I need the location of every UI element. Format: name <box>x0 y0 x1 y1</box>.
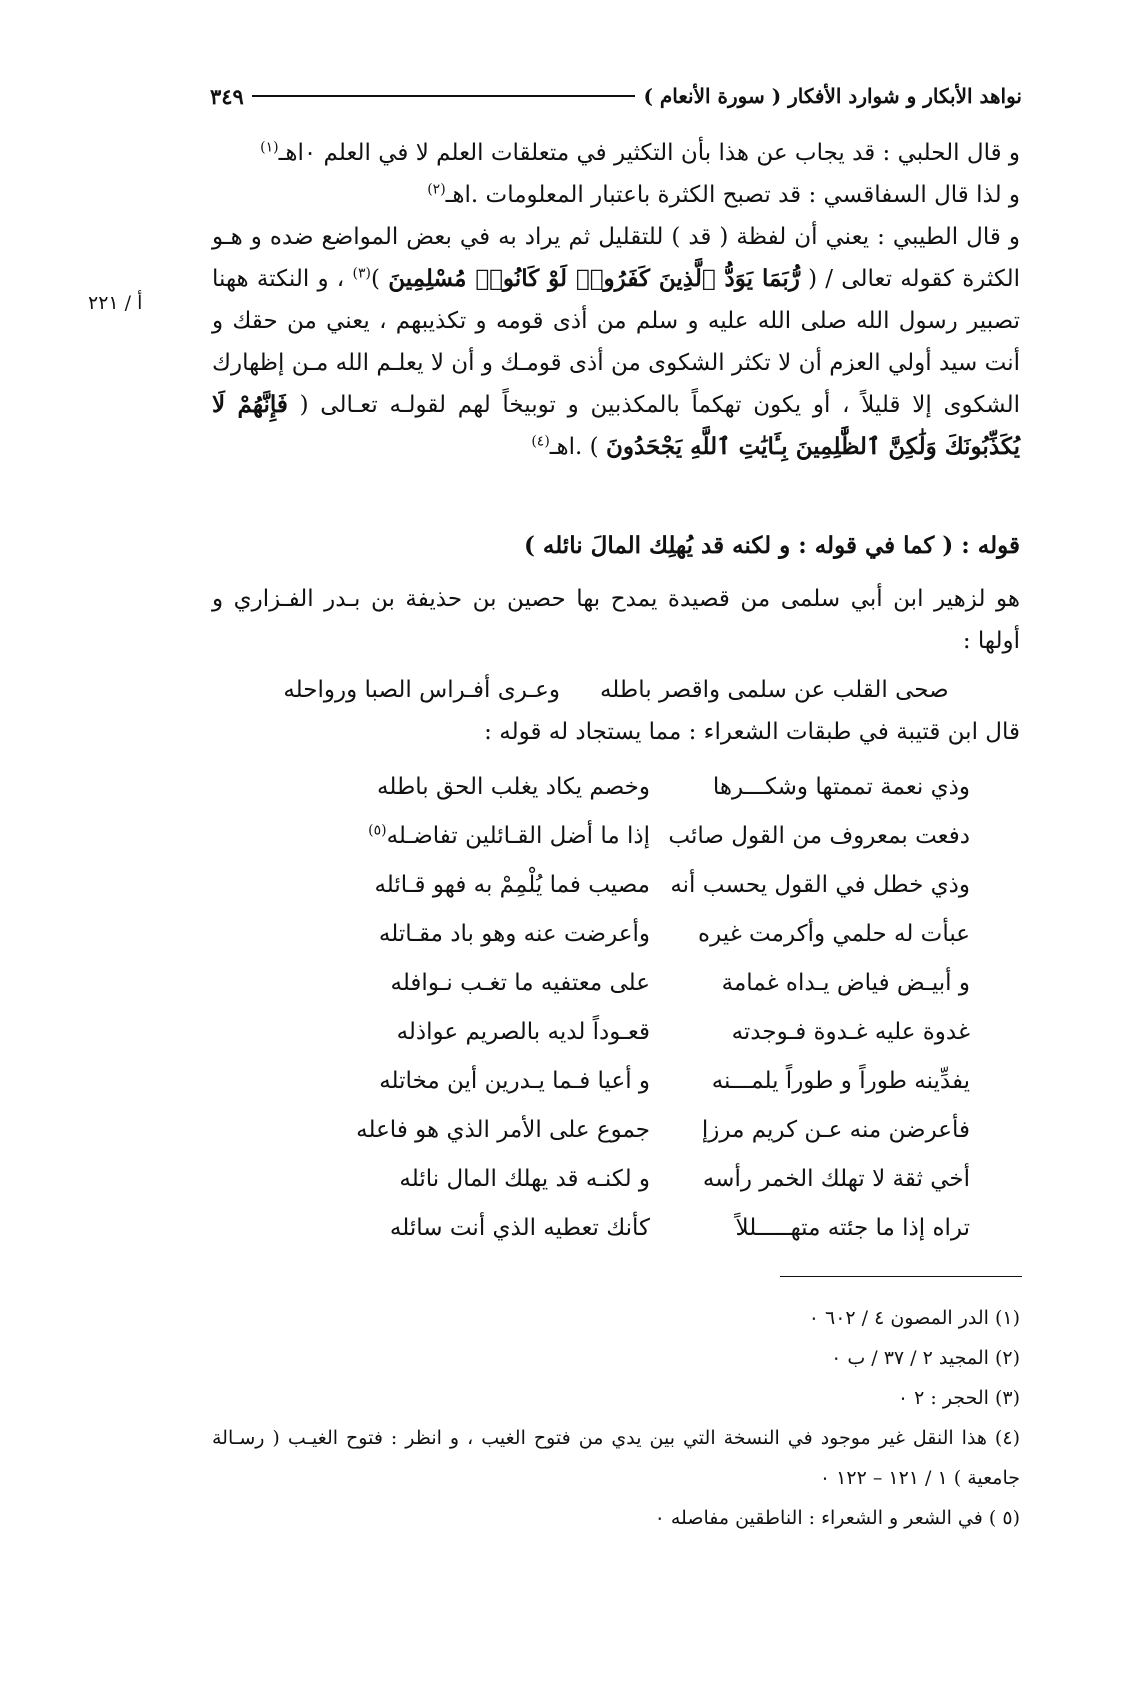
footnote-ref-2: (٢) <box>427 181 446 198</box>
footnote-ref-3: (٣) <box>352 265 371 282</box>
poem-hemistich-second: و لكنـه قد يهلك المال نائله <box>399 1165 650 1192</box>
poem-hemistich-second: إذا ما أضل القـائلين تفاضـله$^{(٥)}$ <box>368 821 650 849</box>
footnote-item: (٢) المجيد ٢ / ٣٧ / ب ٠ <box>831 1347 1020 1369</box>
footnote-ref-4: (٤) <box>531 433 550 450</box>
poem-verse-row <box>280 1203 1020 1252</box>
poem-hemistich-first: يفدِّينه طوراً و طوراً يلمـــنه <box>711 1067 970 1094</box>
quoted-phrase-heading: قوله : ( كما في قوله : و لكنه قد يُهلِك المالَ نائله ) <box>523 532 1020 559</box>
header-title: نواهد الأبكار و شوارد الأفكار ( سورة الأنعام ) <box>643 84 1022 108</box>
footnotes <box>212 1298 1020 1538</box>
poem-verses <box>280 762 1020 1252</box>
poem-verse-row <box>280 811 1020 860</box>
body-text-block <box>212 132 1020 468</box>
body-paragraph-tibi: و قال الطيبي : يعني أن لفظة ( قد ) للتقليل ثم يراد به في بعض المواضع ضده و هـو الكثرة كقوله تعالى / ( رُّبَمَا يَوَدُّ ٱلَّذِينَ كَفَرُوا۟ لَوْ كَانُوا۟ مُسْلِمِينَ )$^{(٣)}$ ، و النكتة ههنا تصبير رسول الله صلى الله عليه و سلم من أذى قومه و تكذيبهم ، يعني من حقك و أنت سيد أولي العزم أن لا تكثر الشكوى من أذى قومـك و أن لا يعلـم الله مـن إظهارك الشكوى إلا قليلاً ، أو يكون تهكماً بالمكذبين و توبيخاً لهم لقولـه تعـالى ( فَإِنَّهُمْ لَا يُكَذِّبُونَكَ وَلَٰكِنَّ ٱلظَّٰلِمِينَ بِـَٔايَٰتِ ٱللَّهِ يَجْحَدُونَ ) .اهـ$^{(٤)}$ <box>212 224 1021 460</box>
poem-hemistich-first: دفعت بمعروف من القول صائب <box>668 822 970 849</box>
body-line-2: و لذا قال السفاقسي : قد تصبح الكثرة باعتبار المعلومات .اهـ$^{(٢)}$ <box>427 181 1020 208</box>
margin-folio-note: أ / ٢٢١ <box>88 292 143 314</box>
header-rule <box>252 95 636 97</box>
poem-hemistich-first: تراه إذا ما جئته متهـــــللاً <box>735 1214 970 1241</box>
body-line-1: و قال الحلبي : قد يجاب عن هذا بأن التكثير في متعلقات العلم لا في العلم ٠اهـ$^{(١)}$ <box>260 139 1020 166</box>
poem-hemistich-second: كأنك تعطيه الذي أنت سائله <box>389 1214 650 1241</box>
poem-hemistich-first: عبأت له حلمي وأكرمت غيره <box>698 920 970 947</box>
poem-verse-row <box>280 958 1020 1007</box>
footnote-ref-5: (٥) <box>368 821 387 838</box>
poem-hemistich-second: على معتفيه ما تغـب نـوافله <box>390 969 650 996</box>
poem-hemistich-first: وذي خطل في القول يحسب أنه <box>670 871 970 898</box>
running-header <box>210 78 1022 114</box>
body-paragraph-zuhair: هو لزهير ابن أبي سلمى من قصيدة يمدح بها حصين بن حذيفة بن بـدر الفـزاري و أولها : <box>212 586 1020 654</box>
poem-verse-row <box>280 1154 1020 1203</box>
page-number: ٣٤٩ <box>210 83 244 109</box>
poem-verse-row <box>280 909 1020 958</box>
poem-verse-row <box>280 762 1020 811</box>
quran-verse-1: رُّبَمَا يَوَدُّ ٱلَّذِينَ كَفَرُوا۟ لَوْ كَانُوا۟ مُسْلِمِينَ <box>388 265 800 292</box>
poem-hemistich-second: قعـوداً لديه بالصريم عواذله <box>396 1018 650 1045</box>
footnote-ref-1: (١) <box>260 139 279 156</box>
poem-hemistich-second: وأعرضت عنه وهو باد مقـاتله <box>378 920 650 947</box>
footnote-item: (٤) هذا النقل غير موجود في النسخة التي بين يدي من فتوح الغيب ، و انظر : فتوح الغيـب ( رسـالة جامعية ) ١ / ١٢١ – ١٢٢ ٠ <box>212 1427 1020 1489</box>
poem-hemistich-first: فأعرضن منه عـن كريم مرزإ <box>701 1116 970 1143</box>
poem-hemistich-first: وذي نعمة تممتها وشكـــرها <box>712 773 970 800</box>
opening-verse-hemistich-1: صحى القلب عن سلمى واقصر باطله <box>599 677 949 703</box>
opening-verse <box>212 677 1020 703</box>
poem-hemistich-second: و أعيا فـما يـدرين أين مخاتله <box>379 1067 650 1094</box>
body-line-ibn-qutayba: قال ابن قتيبة في طبقات الشعراء : مما يستجاد له قوله : <box>484 719 1020 745</box>
footnote-item: (٣) الحجر : ٢ ٠ <box>897 1387 1020 1409</box>
footnote-separator <box>780 1276 1022 1277</box>
opening-verse-hemistich-2: وعـرى أفـراس الصبا ورواحله <box>283 677 560 703</box>
poem-hemistich-first: أخي ثقة لا تهلك الخمر رأسه <box>702 1165 970 1192</box>
poem-verse-row <box>280 1105 1020 1154</box>
poem-hemistich-second: مصيب فما يُلْمِمْ به فهو قـائله <box>374 871 650 898</box>
footnote-item: (٥ ) في الشعر و الشعراء : الناطقين مفاصله ٠ <box>654 1507 1020 1529</box>
quran-verse-2: فَإِنَّهُمْ لَا يُكَذِّبُونَكَ وَلَٰكِنَّ ٱلظَّٰلِمِينَ بِـَٔايَٰتِ ٱللَّهِ يَجْحَدُونَ <box>212 391 1020 460</box>
poem-hemistich-second: جموع على الأمر الذي هو فاعله <box>356 1116 650 1143</box>
poem-verse-row <box>280 1056 1020 1105</box>
poem-hemistich-second: وخصم يكاد يغلب الحق باطله <box>377 773 650 800</box>
poem-verse-row <box>280 1007 1020 1056</box>
poem-hemistich-first: و أبيـض فياض يـداه غمامة <box>721 969 970 996</box>
footnote-item: (١) الدر المصون ٤ / ٦٠٢ ٠ <box>808 1307 1020 1329</box>
poem-hemistich-first: غدوة عليه غـدوة فـوجدته <box>731 1018 970 1045</box>
poem-verse-row <box>280 860 1020 909</box>
